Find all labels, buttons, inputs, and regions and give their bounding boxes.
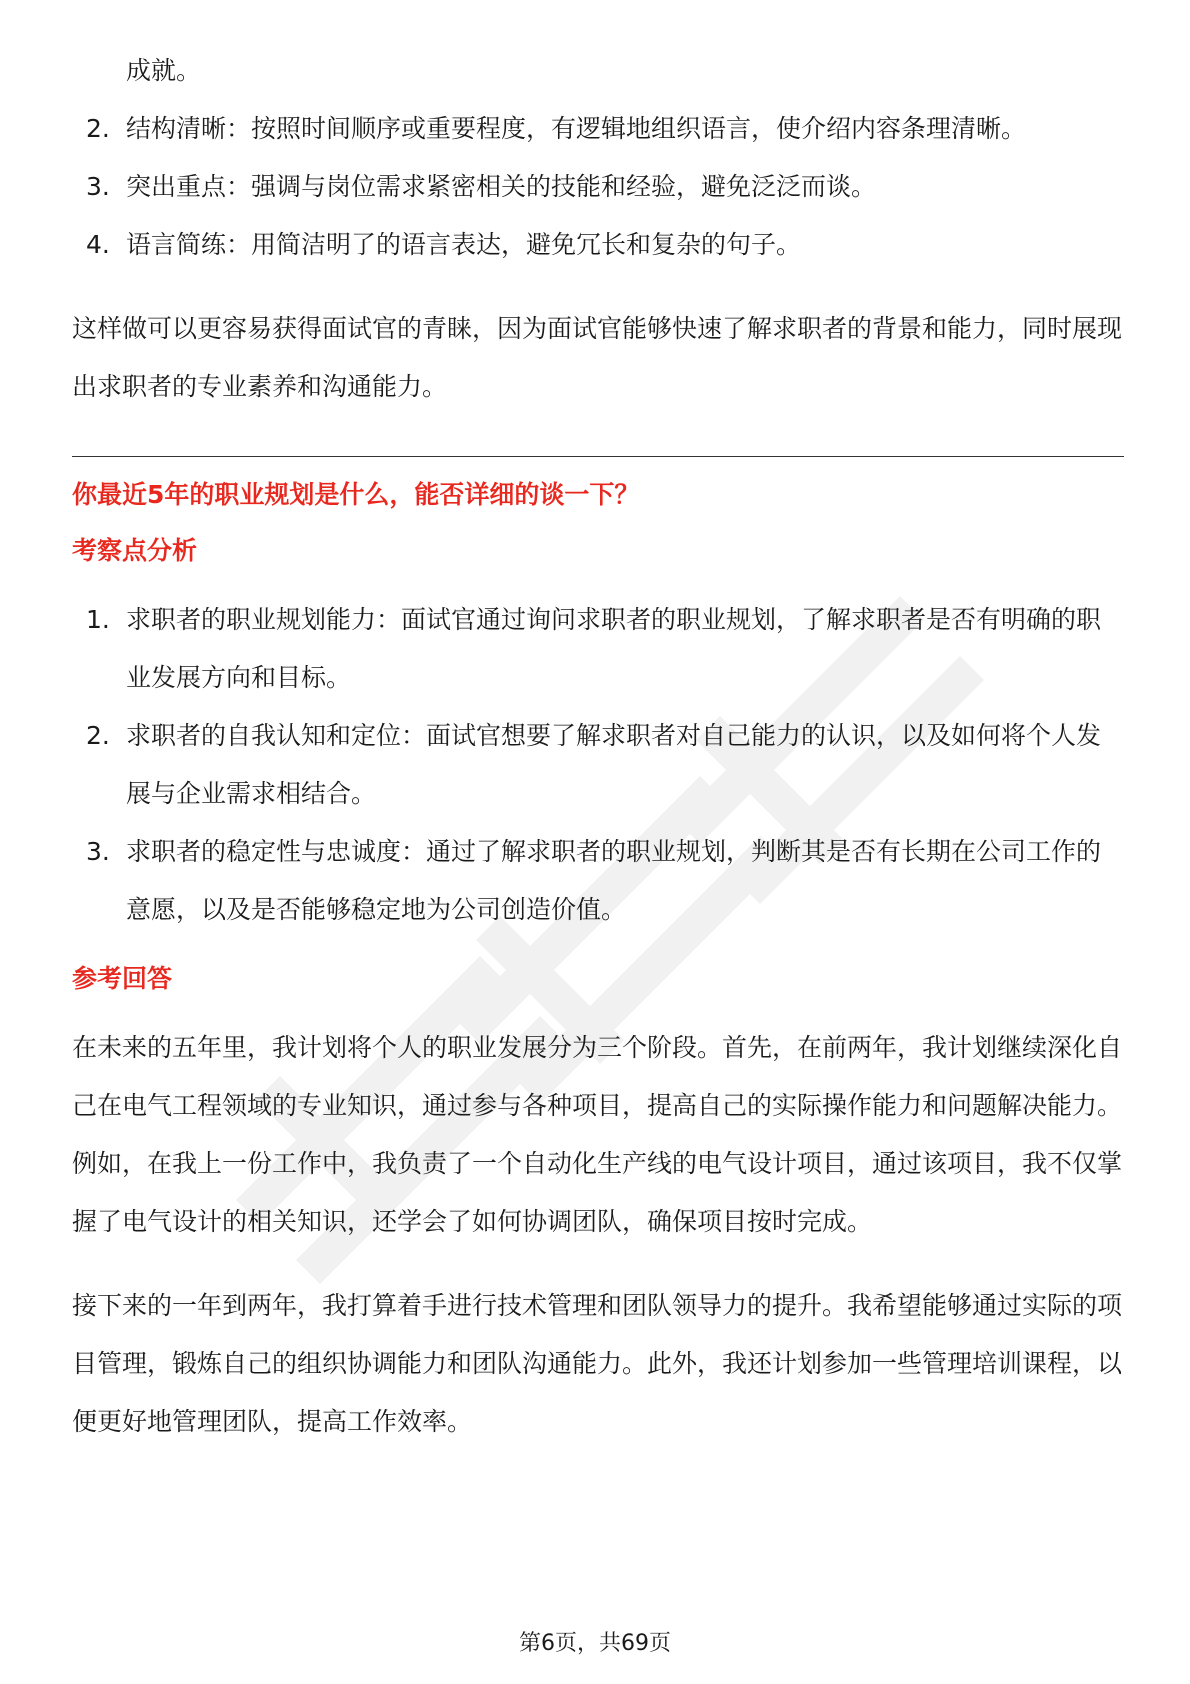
list-item: 3. 突出重点：强调与岗位需求紧密相关的技能和经验，避免泛泛而谈。: [86, 172, 877, 201]
summary-paragraph: 这样做可以更容易获得面试官的青睐，因为面试官能够快速了解求职者的背景和能力，同时展现出求职者的专业素养和沟通能力。: [72, 314, 1123, 401]
analysis-list: [72, 591, 1124, 939]
answer-heading: 参考回答: [72, 964, 173, 993]
page-footer: 第6页，共69页: [519, 1631, 671, 1656]
answer-paragraph-1: 在未来的五年里，我计划将个人的职业发展分为三个阶段。首先，在前两年，我计划继续深化自己在电气工程领域的专业知识，通过参与各种项目，提高自己的实际操作能力和问题解决能力。例如，在我上一份工作中，我负责了一个自动化生产线的电气设计项目，通过该项目，我不仅掌握了电气设计的相关知识，还学会了如何协调团队，确保项目按时完成。: [72, 1033, 1123, 1236]
list-tail: 成就。: [126, 56, 202, 85]
list-item: 2. 求职者的自我认知和定位：面试官想要了解求职者对自己能力的认识，以及如何将个人发展与企业需求相结合。: [86, 721, 1102, 808]
answer-paragraph-2: 接下来的一年到两年，我打算着手进行技术管理和团队领导力的提升。我希望能够通过实际的项目管理，锻炼自己的组织协调能力和团队沟通能力。此外，我还计划参加一些管理培训课程，以便更好地管理团队，提高工作效率。: [72, 1291, 1123, 1436]
page-content: [72, 42, 1124, 1451]
question-heading: 你最近5年的职业规划是什么，能否详细的谈一下？: [72, 480, 640, 509]
list-item: 4. 语言简练：用简洁明了的语言表达，避免冗长和复杂的句子。: [86, 230, 802, 259]
list-item: 2. 结构清晰：按照时间顺序或重要程度，有逻辑地组织语言，使介绍内容条理清晰。: [86, 114, 1027, 143]
list-item: 1. 求职者的职业规划能力：面试官通过询问求职者的职业规划，了解求职者是否有明确的职业发展方向和目标。: [86, 605, 1102, 692]
tips-list: [72, 100, 1124, 274]
analysis-heading: 考察点分析: [72, 536, 198, 565]
list-item: 3. 求职者的稳定性与忠诚度：通过了解求职者的职业规划，判断其是否有长期在公司工作的意愿，以及是否能够稳定地为公司创造价值。: [86, 837, 1102, 924]
